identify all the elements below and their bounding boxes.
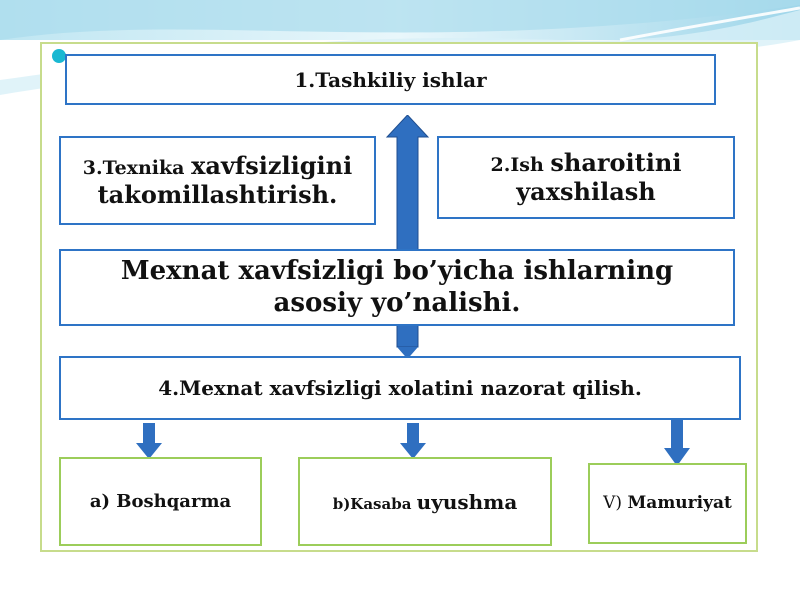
leaf-boshqarma-text: a) Boshqarma: [89, 490, 232, 512]
box-nazorat-qilish-text: 4.Mexnat xavfsizligi xolatini nazorat qilish.: [158, 376, 642, 400]
box-asosiy-yonalishi-text: Mexnat xavfsizligi bo’yicha ishlarning asosiy yo’nalishi.: [120, 256, 674, 318]
box-nazorat-qilish: [59, 356, 741, 420]
box-texnika-xavfsizligi: [59, 136, 376, 225]
box-tashkiliy-ishlar: [65, 54, 716, 105]
leaf-boshqarma: [59, 457, 262, 546]
leaf-mamuriyat: [588, 463, 747, 544]
bullet-icon: [52, 49, 66, 63]
leaf-kasaba-uyushma: [298, 457, 552, 546]
arrow-down-icon: [664, 420, 690, 466]
arrow-down-icon: [400, 423, 426, 459]
box-texnika-xavfsizligi-text: 3.Texnika xavfsizligini takomillashtirish.: [82, 150, 353, 209]
box-ish-sharoitini-text: 2.Ish sharoitini yaxshilash: [490, 147, 682, 206]
arrow-down-icon: [136, 423, 162, 459]
leaf-mamuriyat-text: V) Mamuriyat: [603, 493, 732, 514]
box-asosiy-yonalishi: [59, 249, 735, 326]
box-ish-sharoitini: [437, 136, 735, 219]
box-tashkiliy-ishlar-text: 1.Tashkiliy ishlar: [294, 67, 487, 92]
leaf-kasaba-uyushma-text: b)Kasaba uyushma: [332, 489, 518, 514]
